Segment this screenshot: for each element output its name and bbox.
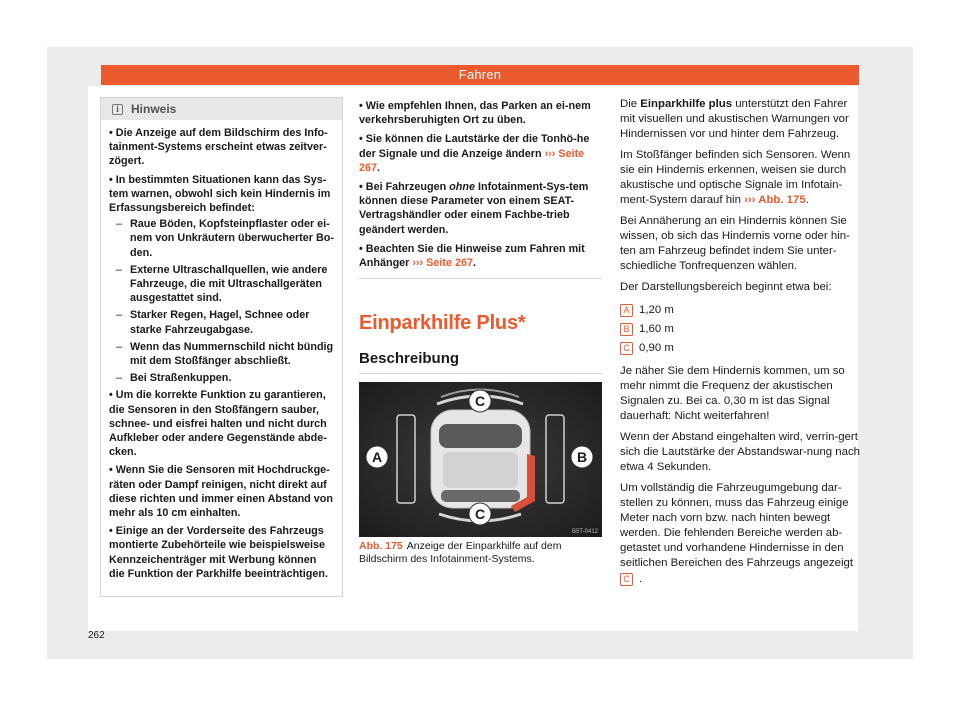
paragraph: Je näher Sie dem Hindernis kommen, um so mehr nimmt die Frequenz der akustischen Signalen zu. Bei ca. 0,30 m ist das Signal dauerhaft: Nicht weiterfahren!: [620, 365, 845, 422]
note-box: [100, 97, 343, 597]
note-subitem: – Bei Straßenkuppen.: [116, 372, 232, 385]
note-subitem: – Raue Böden, Kopfsteinpflaster oder ei-nem von Unkräutern überwucherter Bo-den.: [116, 218, 334, 259]
svg-text:C: C: [474, 506, 486, 522]
page-link[interactable]: ››› Seite 267: [359, 147, 585, 174]
distance-label: A: [620, 304, 633, 317]
paragraph: Die Einparkhilfe plus unterstützt den Fahrer mit visuellen und akustischen Warnungen vor Hindernissen vor und hinter dem Fahrzeug.: [620, 98, 849, 140]
distance-item: B 1,60 m: [620, 322, 860, 337]
figure-link[interactable]: ››› Abb. 175: [744, 194, 806, 206]
distance-label: B: [620, 323, 633, 336]
obstacle-marker: [527, 454, 535, 502]
note-bullet: • Die Anzeige auf dem Bildschirm des Info-tainment-Systems erscheint etwas zeitver-zögert.: [109, 127, 328, 168]
label-a: [366, 446, 388, 468]
car-top-view: [431, 410, 530, 508]
tip-bullet: • Wie empfehlen Ihnen, das Parken an ei-nem verkehrsberuhigten Ort zu üben.: [359, 100, 591, 127]
tip-bullet: • Sie können die Lautstärke der die Tonhö-he der Signale und die Anzeige ändern ››› Seite 267.: [359, 133, 590, 174]
note-subitem: – Starker Regen, Hagel, Schnee oder starke Fahrzeugabgase.: [116, 309, 310, 336]
label-c-top: [469, 390, 491, 412]
paragraph: Im Stoßfänger befinden sich Sensoren. Wenn sie ein Hindernis erkennen, weisen sie durch akustische und optische Signale im Infotain-ment-System darauf hin ››› Abb. 175.: [620, 149, 851, 206]
middle-column: [359, 99, 602, 279]
note-title: Hinweis: [131, 102, 177, 116]
svg-text:C: C: [474, 393, 486, 409]
caption-label: Abb. 175: [359, 540, 403, 552]
figure-code: B5T-0412: [571, 529, 598, 535]
note-bullet: • Wenn Sie die Sensoren mit Hochdruckge-räten oder Dampf reinigen, nicht direkt auf diese richten und immer einen Abstand von mehr als 10 cm einhalten.: [109, 464, 333, 520]
note-bullet: • In bestimmten Situationen kann das Sys-tem warnen, obwohl sich kein Hindernis im Erfassungsbereich befindet:: [109, 173, 331, 215]
note-subitem: – Externe Ultraschallquellen, wie andere Fahrzeuge, die mit Ultraschallgeräten ausgestattet sind.: [116, 263, 328, 305]
paragraph: Bei Annäherung an ein Hindernis können Sie wissen, ob sich das Hindernis vorne oder hin-ten am Fahrzeug befindet indem Sie unter-schiedliche Tonfrequenzen wählen.: [620, 215, 850, 272]
parking-assist-figure: [359, 382, 602, 537]
note-bullet: • Einige an der Vorderseite des Fahrzeugs montierte Zubehörteile wie beispielsweise Kennzeichenträger mit Werbung können die Funktion der Parkhilfe beeinträchtigen.: [109, 525, 328, 580]
distance-item: C 0,90 m: [620, 341, 860, 356]
distance-label: C: [620, 342, 633, 355]
chapter-header: Fahren: [101, 65, 859, 85]
svg-text:B: B: [576, 449, 588, 465]
note-subitem: – Wenn das Nummernschild nicht bündig mit dem Stoßfänger abschließt.: [116, 340, 334, 368]
info-icon: i: [112, 104, 123, 115]
note-bullet: • Um die korrekte Funktion zu garantieren, die Sensoren in den Stoßfängern sauber, schnee- und eisfrei halten und nicht durch Aufkleber oder andere Gegenstände abde-cken.: [109, 389, 327, 459]
right-column: [620, 97, 860, 593]
section-title: Einparkhilfe Plus*: [359, 312, 526, 334]
label-c-bottom: [469, 503, 491, 525]
tip-bullet: • Beachten Sie die Hinweise zum Fahren mit Anhänger ››› Seite 267.: [359, 242, 585, 270]
page-link[interactable]: ››› Seite 267: [412, 257, 473, 270]
inline-label-c: C: [620, 573, 633, 586]
caption-text: Anzeige der Einparkhilfe auf dem Bildschirm des Infotainment-Systems.: [359, 540, 562, 565]
label-b: [571, 446, 593, 468]
svg-text:A: A: [371, 449, 383, 465]
figure-caption: [359, 540, 602, 566]
parking-display-graphic: [359, 382, 602, 537]
page-number: 262: [88, 630, 105, 641]
note-header: [101, 98, 342, 120]
note-body: [101, 120, 342, 581]
paragraph: Um vollständig die Fahrzeugumgebung dar-stellen zu können, muss das Fahrzeug einige Meter nach vorn bzw. nach hinten bewegt werden. Die fehlenden Bereiche werden ab-getastet und vorhandene Hindernisse in den seitlichen Bereichen des Fahrzeugs angezeigt C .: [620, 482, 854, 585]
tips-list: [359, 99, 602, 279]
distance-item: A 1,20 m: [620, 303, 860, 318]
tip-bullet: • Bei Fahrzeugen ohne Infotainment-Sys-tem können diese Parameter von einem SEAT-Vertragshändler oder einem Fachbe-trieb geändert werden.: [359, 181, 589, 236]
subsection-title: Beschreibung: [359, 350, 602, 374]
paragraph: Wenn der Abstand eingehalten wird, verrin-gert sich die Lautstärke der Abstandswar-nung nach etwa 4 Sekunden.: [620, 431, 860, 473]
paragraph: Der Darstellungsbereich beginnt etwa bei:: [620, 281, 832, 293]
